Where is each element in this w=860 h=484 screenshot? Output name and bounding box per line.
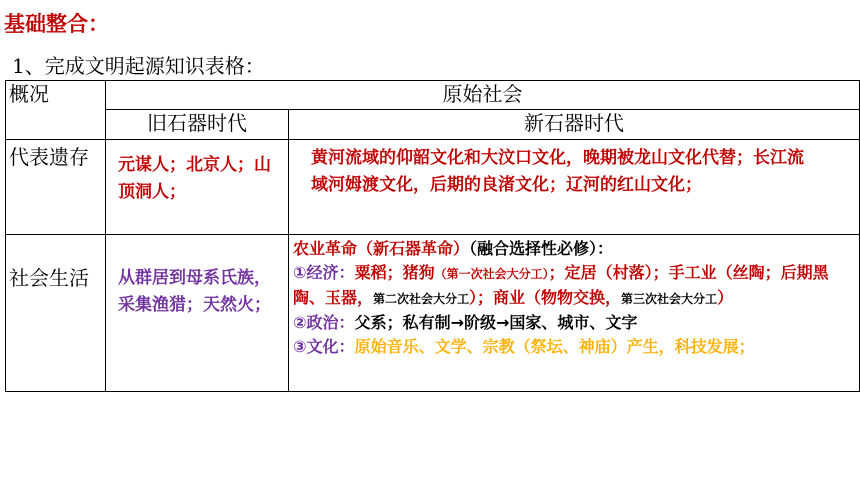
- header-neolithic-cell: [289, 110, 860, 140]
- header-overview-cell: [6, 81, 106, 140]
- culture-line: [293, 335, 855, 359]
- neolithic-sites: 黄河流域的仰韶文化和大汶口文化，晚期被龙山文化代替；长江流域河姆渡文化，后期的良渚文化；辽河的红山文化；: [311, 148, 804, 195]
- economy-settlement-craft: ；定居（村落）；手工业（丝陶；后期黑陶、玉器，: [293, 263, 829, 307]
- civilization-origin-table: [5, 80, 860, 392]
- politics-text: 父系；私有制→阶级→国家、城市、文字: [354, 313, 638, 332]
- header-paleolithic-cell: [106, 110, 289, 140]
- row-social-life-label-cell: [6, 235, 106, 392]
- header-overview: 概况: [9, 82, 49, 106]
- agricultural-revolution-title: 农业革命（新石器革命）: [293, 239, 470, 258]
- agricultural-revolution-line: [293, 237, 855, 261]
- paleolithic-life-cell: [106, 235, 289, 392]
- header-primitive-cell: [106, 81, 860, 110]
- paleolithic-sites: 元谋人；北京人；山顶洞人；: [118, 155, 271, 202]
- header-neolithic: 新石器时代: [524, 111, 624, 135]
- economy-crops: 粟稻；猪狗: [354, 263, 435, 282]
- third-division-note: 第三次社会大分工: [621, 292, 718, 306]
- task-subtitle: 1、完成文明起源知识表格：: [12, 54, 265, 78]
- culture-label: ③文化：: [293, 337, 355, 356]
- agricultural-revolution-note: （融合选择性必修）：: [469, 239, 614, 258]
- politics-label: ②政治：: [293, 313, 355, 332]
- header-paleolithic: 旧石器时代: [147, 111, 247, 135]
- paleolithic-life: 从群居到母系氏族，采集渔猎；天然火；: [118, 268, 271, 315]
- second-division-note: 第二次社会大分工: [373, 292, 470, 306]
- section-heading: 基础整合：: [4, 12, 109, 36]
- economy-close: ）: [717, 288, 734, 307]
- economy-label: ①经济：: [293, 263, 355, 282]
- culture-text: 原始音乐、文学、宗教（祭坛、神庙）产生，科技发展；: [354, 337, 755, 356]
- row-representative-label: 代表遗存: [9, 145, 89, 169]
- neolithic-life-cell: [289, 235, 860, 392]
- row-representative-label-cell: [6, 140, 106, 235]
- header-primitive-society: 原始社会: [442, 82, 523, 106]
- paleolithic-sites-cell: [106, 140, 289, 235]
- neolithic-sites-cell: [289, 140, 860, 235]
- economy-commerce: ）；商业（物物交换，: [469, 288, 622, 307]
- row-social-life-label: 社会生活: [9, 266, 89, 290]
- first-division-note: （第一次社会大分工）: [434, 267, 549, 281]
- politics-line: [293, 311, 855, 335]
- economy-line: [293, 261, 855, 311]
